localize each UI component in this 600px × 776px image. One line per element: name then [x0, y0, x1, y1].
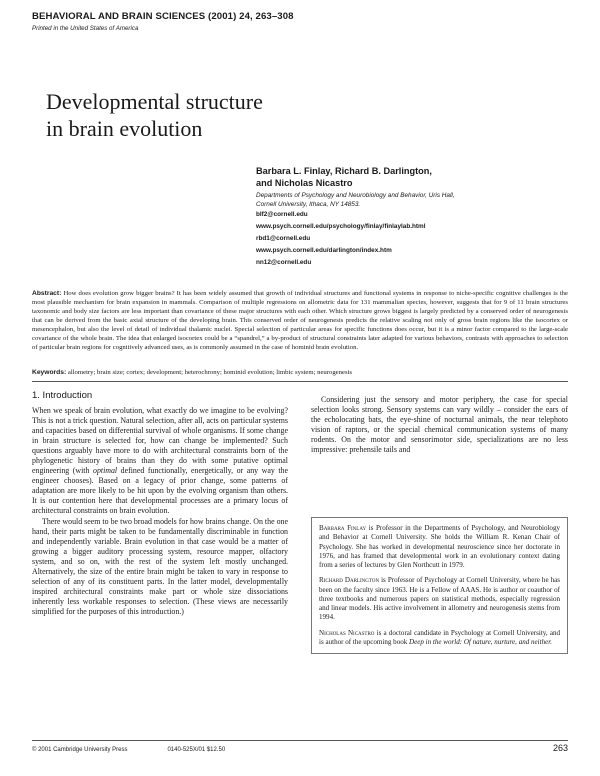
- author-names-line-1: Barbara L. Finlay, Richard B. Darlington,: [256, 166, 432, 176]
- printed-note: Printed in the United States of America: [32, 25, 139, 32]
- bio-darlington-name: Richard Darlington: [319, 576, 380, 585]
- intro-p1-text-a: When we speak of brain evolution, what exactly do we imagine to be evolving? This is not a trick question. Natural selection, after all, acts on particular systems and capacities based on differential survival of whole organisms. If some change in brain structure is selected for, how can change be implemented? Such questions arguably have more to do with architectural constraints born of the phylogenetic history of brains than they do with some putative optimal engineering (with: [32, 406, 288, 476]
- title-line-2: in brain evolution: [46, 116, 203, 141]
- bio-nicastro-text: is a doctoral candidate in Psychology at Cornell University, and is author of the upcoming book: [319, 628, 560, 646]
- bio-finlay-text: is Professor in the Departments of Psychology, and Neurobiology and Behavior at Cornell University. She holds the William R. Kenan Chair of Psychology. She has worked in developmental neuroscience since her doctorate in 1976, and has framed that developmental work in an evolutionary context dating from a series of lectures by Glen Northcutt in 1979.: [319, 524, 561, 569]
- page-number: 263: [552, 743, 568, 753]
- bio-finlay: [319, 524, 560, 570]
- bio-darlington: [319, 576, 560, 622]
- journal-volume: 24: [239, 11, 251, 22]
- section-heading-introduction: 1. Introduction: [32, 390, 93, 401]
- journal-pages: , 263–308: [250, 11, 294, 22]
- author-bio-box: [311, 517, 568, 654]
- journal-header: [32, 11, 294, 22]
- body-column-left: [32, 406, 288, 617]
- author-email-nicastro[interactable]: nn12@cornell.edu: [256, 259, 312, 266]
- bio-nicastro: [319, 629, 560, 648]
- copyright: © 2001 Cambridge University Press: [32, 747, 128, 753]
- keywords-text: allometry; brain size; cortex; development; heterochrony; hominid evolution; limbic system; neurogenesis: [67, 369, 353, 376]
- author-block: [256, 166, 556, 269]
- title-line-1: Developmental structure: [46, 89, 263, 114]
- journal-name: BEHAVIORAL AND BRAIN SCIENCES (2001): [32, 11, 240, 22]
- intro-paragraph-2: There would seem to be two broad models for how brains change. On the one hand, their parts might be taken to be fundamentally discriminable in function and independently variable. Brain evolution in that case would be a matter of growing a bigger auditory processing system, resource mapper, olfactory system, and so on, with the rest of the system left mostly unchanged. Alternatively, the size of the entire brain might be taken to vary in response to selection of any of its constituent parts. In the latter model, developmentally inspired architectural constraints make part or whole size dissociations inherently less workable responses to selection. (These views are necessarily simplified for the purposes of this introduction.): [32, 516, 288, 616]
- intro-p1-text-b: defined functionally, energetically, or any way the engineer chooses). Based on a legacy of prior change, some patterns of adaptation are more likely to be hit upon by the evolving organism than others. It is our contention here that developmental processes are a primary locus of architectural constraints on brain evolution.: [32, 466, 288, 516]
- author-affiliation: [256, 191, 556, 209]
- intro-p1-emphasis: optimal: [93, 466, 118, 476]
- author-url-finlay[interactable]: www.psych.cornell.edu/psychology/finlay/finlaylab.html: [256, 223, 426, 230]
- bio-nicastro-book: Deep in the world: Of nature, nurture, and neither.: [409, 637, 552, 646]
- author-email-finlay[interactable]: blf2@cornell.edu: [256, 211, 308, 218]
- footer-left: [32, 747, 225, 753]
- keywords-label: Keywords:: [32, 369, 67, 376]
- article-title: [46, 88, 376, 142]
- body-column-right: [311, 395, 568, 455]
- abstract: [32, 289, 568, 352]
- affiliation-line-1: Departments of Psychology and Neurobiology and Behavior, Uris Hall,: [256, 192, 455, 199]
- author-names: [256, 166, 556, 189]
- author-url-darlington[interactable]: www.psych.cornell.edu/darlington/index.htm: [256, 247, 392, 254]
- intro-paragraph-3: Considering just the sensory and motor periphery, the case for special selection looks strong. Sensory systems can vary wildly – consider the ears of the echolocating bats, the eye-shine of nocturnal animals, the near telephoto vision of raptors, or the special chemical communication systems of many rodents. On the motor and sensorimotor side, specializations are no less impressive: prehensile tails and: [311, 395, 568, 455]
- author-names-line-2: and Nicholas Nicastro: [256, 177, 353, 188]
- bio-finlay-name: Barbara Finlay: [319, 524, 367, 532]
- keywords-divider: [32, 381, 568, 382]
- abstract-label: Abstract:: [32, 290, 62, 297]
- issn: 0140-525X/01 $12.50: [167, 747, 226, 753]
- author-email-darlington[interactable]: rbd1@cornell.edu: [256, 235, 311, 242]
- bio-nicastro-name: Nicholas Nicastro: [319, 628, 375, 637]
- affiliation-line-2: Cornell University, Ithaca, NY 14853.: [256, 201, 361, 208]
- intro-paragraph-1: [32, 406, 288, 517]
- keywords: [32, 368, 568, 377]
- bio-darlington-text: is Professor of Psychology at Cornell University, where he has been on the faculty since 1963. He is a Fellow of AAAS. He is author or coauthor of three textbooks and numerous papers on statistical methods, especially regression and linear models. His active involvement in allometry and neurogenesis stems from 1994.: [319, 576, 560, 622]
- footer-divider: [32, 740, 568, 741]
- abstract-text: How does evolution grow bigger brains? It has been widely assumed that growth of individual structures and functional systems in response to niche-specific cognitive challenges is the most plausible mechanism for brain expansion in mammals. Comparison of multiple regressions on allometric data for 131 mammalian species, however, suggests that for 9 of 11 brain structures taxonomic and body size factors are less important than covariance of these major structures with each other. Which structure grows biggest is largely predicted by a conserved order of neurogenesis that can be derived from the basic axial structure of the developing brain. This conserved order of neurogenesis predicts the relative scaling not only of gross brain regions like the isocortex or mesencephalon, but also the level of detail of individual thalamic nuclei. Special selection of particular areas for specific functions does occur, but it is a minor factor compared to the large-scale covariance of the whole brain. The idea that enlarged isocortex could be a “spandrel,” a by-product of structural constraints later adapted for various behaviors, contrasts with approaches to selection of particular brain regions for cognitively advanced uses, as is commonly assumed in the case of hominid brain evolution.: [32, 290, 568, 352]
